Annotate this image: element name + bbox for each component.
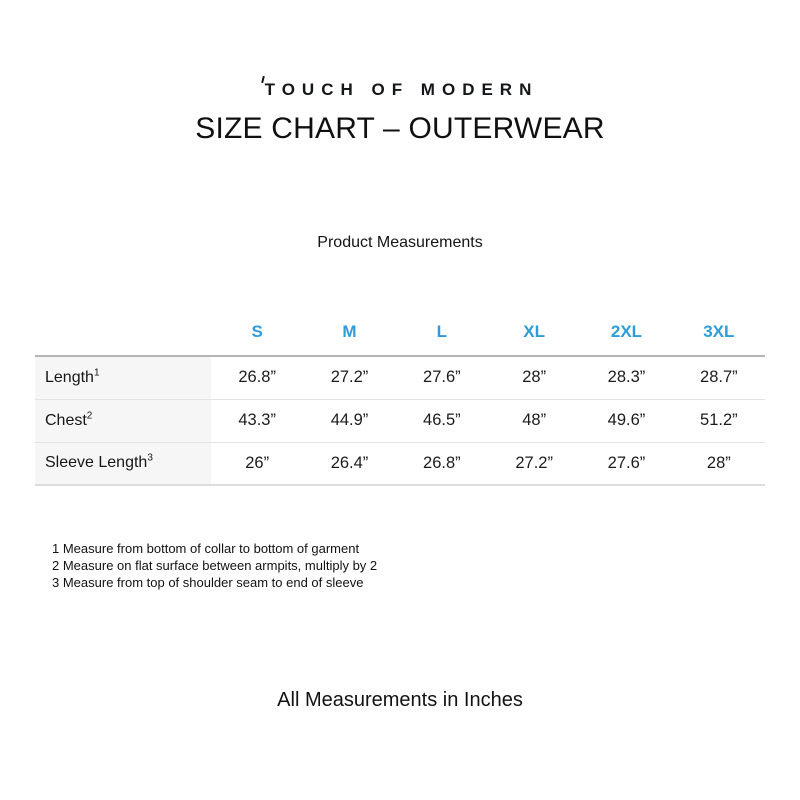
- size-header-3xl: 3XL: [703, 322, 735, 341]
- measurement-value: 51.2”: [673, 399, 765, 442]
- size-header-m: M: [342, 322, 357, 341]
- empty-header-cell: [35, 309, 211, 356]
- row-label-chest: [35, 399, 211, 442]
- measurement-value: 28.7”: [673, 356, 765, 399]
- footnote-ref: 1: [93, 367, 100, 379]
- size-header-l: L: [436, 322, 448, 341]
- measurement-value: 26.8”: [211, 356, 303, 399]
- row-label-text: Sleeve Length: [45, 454, 148, 472]
- footnote-1: 1 Measure from bottom of collar to bottom of garment: [52, 541, 360, 556]
- row-label-sleeve-length: [35, 442, 211, 485]
- footnote-3: 3 Measure from top of shoulder seam to end of sleeve: [52, 575, 364, 590]
- measurement-value: 26”: [211, 442, 303, 485]
- size-header-row: [35, 309, 765, 356]
- measurement-value: 28.3”: [580, 356, 672, 399]
- footnote-2: 2 Measure on flat surface between armpits, multiply by 2: [52, 558, 378, 573]
- measurement-value: 28”: [673, 442, 765, 485]
- footnote-ref: 3: [147, 452, 153, 464]
- measurement-value: 27.2”: [488, 442, 580, 485]
- footnote-ref: 2: [86, 410, 93, 422]
- table-caption: Product Measurements: [317, 234, 483, 251]
- measurement-value: 46.5”: [396, 399, 488, 442]
- units-note: All Measurements in Inches: [277, 689, 523, 711]
- brand-logo-text: TOUCH OF MODERN: [264, 80, 539, 99]
- size-header-s: S: [251, 322, 263, 341]
- brand-logo: [0, 76, 800, 100]
- measurement-value: 43.3”: [211, 399, 303, 442]
- footnotes: [52, 540, 377, 591]
- measurement-value: 26.8”: [396, 442, 488, 485]
- measurement-value: 44.9”: [303, 399, 395, 442]
- measurement-value: 49.6”: [580, 399, 672, 442]
- measurement-value: 28”: [488, 356, 580, 399]
- measurement-value: 27.6”: [580, 442, 672, 485]
- measurement-value: 27.6”: [396, 356, 488, 399]
- size-chart-table: [35, 309, 765, 486]
- table-row-chest: [35, 399, 765, 442]
- page-title: SIZE CHART – OUTERWEAR: [195, 112, 605, 145]
- row-label-text: Chest: [45, 411, 87, 429]
- table-row-sleeve-length: [35, 442, 765, 485]
- measurement-value: 48”: [488, 399, 580, 442]
- table-row-length: [35, 356, 765, 399]
- measurement-value: 27.2”: [303, 356, 395, 399]
- measurement-value: 26.4”: [303, 442, 395, 485]
- size-header-xl: XL: [523, 322, 546, 341]
- row-label-length: [35, 356, 211, 399]
- size-header-2xl: 2XL: [610, 322, 643, 341]
- row-label-text: Length: [45, 368, 94, 386]
